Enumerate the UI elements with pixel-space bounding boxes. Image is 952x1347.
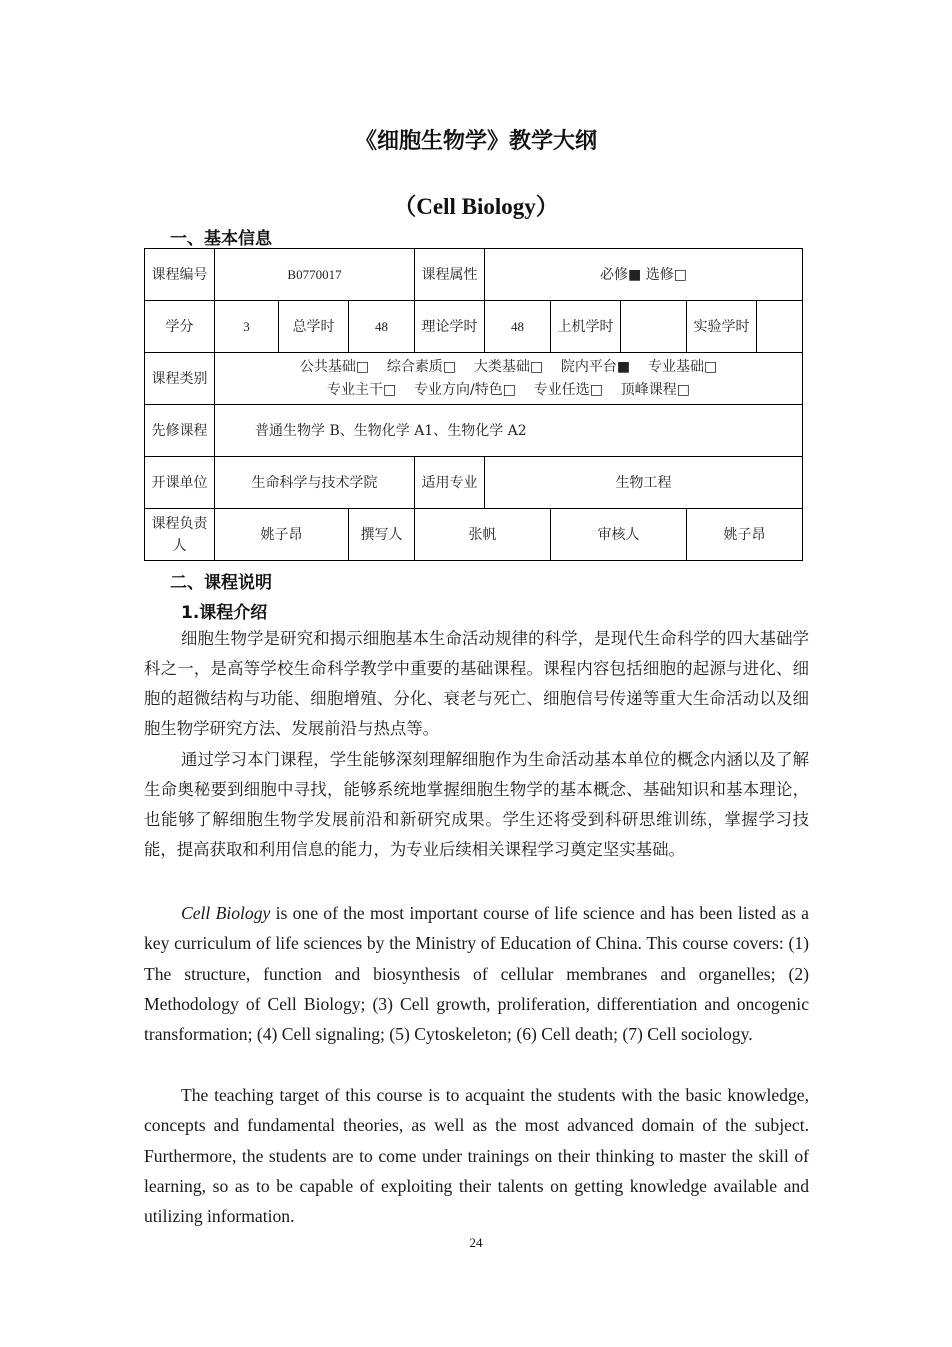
table-row: [145, 301, 803, 353]
major-label: 适用专业: [415, 457, 485, 509]
prereq-label: 先修课程: [145, 405, 215, 457]
total-hours-label: 总学时: [279, 301, 349, 353]
section-course-description-heading: 二、课程说明: [170, 573, 272, 593]
reviewer-label: 审核人: [551, 509, 687, 561]
paragraph-en-1: [144, 898, 809, 1049]
credit-value: 3: [215, 301, 279, 353]
major-value: 生物工程: [485, 457, 803, 509]
course-attr-label: 课程属性: [415, 249, 485, 301]
theory-hours-value: 48: [485, 301, 551, 353]
table-row: [145, 353, 803, 405]
basic-info-table: [144, 248, 803, 561]
computer-hours-value: [621, 301, 687, 353]
course-code-value: B0770017: [215, 249, 415, 301]
paragraph-cn-1: 细胞生物学是研究和揭示细胞基本生命活动规律的科学，是现代生命科学的四大基础学科之一，是高等学校生命科学教学中重要的基础课程。课程内容包括细胞的起源与进化、细胞的超微结构与功能、细胞增殖、分化、衰老与死亡、细胞信号传递等重大生命活动以及细胞生物学研究方法、发展前沿与热点等。: [144, 629, 809, 738]
table-row: [145, 457, 803, 509]
prereq-value: 普通生物学 B、生物化学 A1、生物化学 A2: [215, 405, 803, 457]
category-line-1: 公共基础□ 综合素质□ 大类基础□ 院内平台■ 专业基础□: [299, 358, 718, 375]
table-row: [145, 509, 803, 561]
course-name-italic: Cell Biology: [181, 903, 271, 923]
dept-value: 生命科学与技术学院: [215, 457, 415, 509]
leader-value: 姚子昂: [215, 509, 349, 561]
category-label: 课程类别: [145, 353, 215, 405]
writer-value: 张帆: [415, 509, 551, 561]
writer-label: 撰写人: [349, 509, 415, 561]
document-title: 《细胞生物学》教学大纲: [354, 129, 597, 154]
course-attr-value: 必修■ 选修□: [485, 249, 803, 301]
category-line-2: 专业主干□ 专业方向/特色□ 专业任选□ 顶峰课程□: [326, 381, 691, 398]
lab-hours-label: 实验学时: [687, 301, 757, 353]
section-basic-info-heading: 一、基本信息: [170, 229, 272, 249]
leader-label: 课程负责人: [145, 509, 215, 561]
document-subtitle: （Cell Biology）: [393, 194, 559, 219]
subsection-course-intro-heading: 1.课程介绍: [181, 603, 268, 623]
category-options: [215, 353, 803, 405]
dept-label: 开课单位: [145, 457, 215, 509]
table-row: [145, 405, 803, 457]
lab-hours-value: [757, 301, 803, 353]
page-number: 24: [469, 1235, 483, 1250]
computer-hours-label: 上机学时: [551, 301, 621, 353]
paragraph-en-1-text: is one of the most important course of life science and has been listed as a key curriculum of life sciences by the Ministry of Education of China. This course covers: (1) The structure, function and biosynthesis of cellular membranes and organelles; (2) Methodology of Cell Biology; (3) Cell growth, proliferation, differentiation and oncogenic transformation; (4) Cell signaling; (5) Cytoskeleton; (6) Cell death; (7) Cell sociology.: [144, 903, 809, 1045]
theory-hours-label: 理论学时: [415, 301, 485, 353]
total-hours-value: 48: [349, 301, 415, 353]
credit-label: 学分: [145, 301, 215, 353]
paragraph-cn-2: 通过学习本门课程，学生能够深刻理解细胞作为生命活动基本单位的概念内涵以及了解生命奥秘要到细胞中寻找，能够系统地掌握细胞生物学的基本概念、基础知识和基本理论，也能够了解细胞生物学发展前沿和新研究成果。学生还将受到科研思维训练，掌握学习技能，提高获取和利用信息的能力，为专业后续相关课程学习奠定坚实基础。: [144, 750, 809, 859]
paragraph-en-2: The teaching target of this course is to acquaint the students with the basic knowledge, concepts and fundamental theories, as well as the most advanced domain of the subject. Furthermore, the students are to come under trainings on their thinking to master the skill of learning, so as to be capable of exploiting their talents on getting knowledge available and utilizing information.: [144, 1085, 809, 1227]
table-row: [145, 249, 803, 301]
reviewer-value: 姚子昂: [687, 509, 803, 561]
course-code-label: 课程编号: [145, 249, 215, 301]
